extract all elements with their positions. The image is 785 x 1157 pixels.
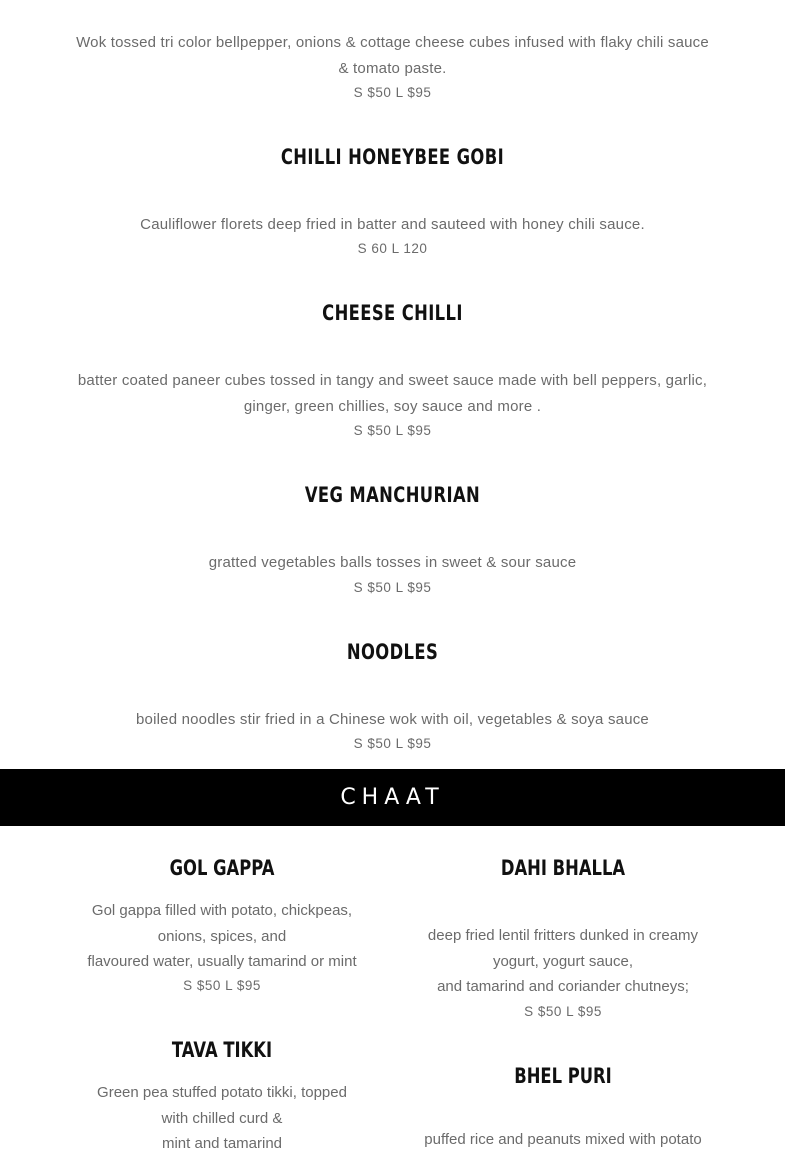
item-title: GOL GAPPA	[169, 856, 275, 880]
item-description: batter coated paneer cubes tossed in tangy and sweet sauce made with bell peppers, garlic, ginger, green chillies, soy sauce and more .	[77, 372, 708, 415]
item-description: deep fried lentil fritters dunked in creamy yogurt, yogurt sauce, and tamarind and coriander chutneys;	[427, 927, 699, 995]
item-description: Cauliflower florets deep fried in batter and sauteed with honey chili sauce.	[140, 216, 645, 233]
item-title: DAHI BHALLA	[500, 856, 626, 880]
item-price: S $50 L $95	[353, 580, 432, 595]
item-title: BHEL PURI	[514, 1064, 612, 1088]
item-price: S $50 L $95	[183, 978, 261, 993]
item-description: Wok tossed tri color bellpepper, onions & cottage cheese cubes infused with flaky chili sauce & tomato paste.	[76, 34, 709, 77]
item-title: CHILLI HONEYBEE GOBI	[280, 145, 505, 169]
item-description: Green pea stuffed potato tikki, topped with chilled curd & mint and tamarind	[97, 1084, 347, 1152]
item-price: S $50 L $95	[353, 736, 432, 751]
item-price: S 60 L 120	[357, 241, 428, 256]
item-title: NOODLES	[346, 640, 439, 664]
section-banner-chaat: CHAAT	[0, 769, 785, 826]
item-price: S $50 L $95	[353, 85, 432, 100]
item-title: VEG MANCHURIAN	[304, 483, 481, 507]
chaat-right-column	[397, 0, 729, 1148]
item-description: puffed rice and peanuts mixed with potato	[424, 1131, 702, 1148]
item-description: boiled noodles stir fried in a Chinese wok with oil, vegetables & soya sauce	[136, 711, 649, 728]
item-price: S $50 L $95	[353, 423, 432, 438]
item-title: CHEESE CHILLI	[322, 301, 463, 325]
item-price: S $50 L $95	[524, 1004, 602, 1019]
item-title: TAVA TIKKI	[171, 1038, 273, 1062]
item-description: Gol gappa filled with potato, chickpeas, onions, spices, and flavoured water, usually tamarind or mint	[87, 902, 357, 970]
chaat-left-column	[57, 0, 387, 1152]
item-description: gratted vegetables balls tosses in sweet & sour sauce	[208, 554, 577, 571]
